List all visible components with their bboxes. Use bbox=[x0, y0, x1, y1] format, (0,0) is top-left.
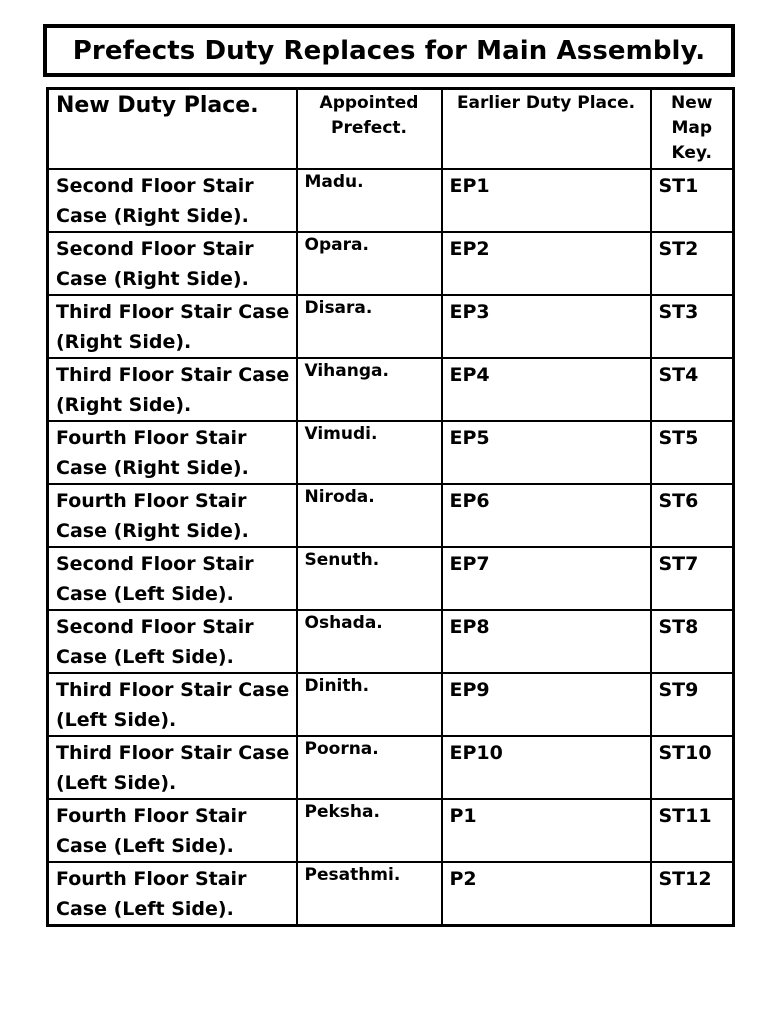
earlier-duty-place-cell-text: EP4 bbox=[449, 363, 490, 386]
earlier-duty-place-cell bbox=[442, 736, 651, 799]
header-new-duty-place bbox=[48, 89, 297, 169]
table-header-row bbox=[48, 89, 734, 169]
appointed-prefect-cell-text: Vihanga. bbox=[304, 360, 389, 381]
new-map-key-cell bbox=[651, 862, 734, 926]
new-map-key-cell bbox=[651, 232, 734, 295]
new-map-key-cell bbox=[651, 421, 734, 484]
new-duty-place-cell-text: Fourth Floor Stair Case (Right Side). bbox=[56, 426, 249, 479]
appointed-prefect-cell bbox=[297, 673, 442, 736]
new-duty-place-cell bbox=[48, 484, 297, 547]
earlier-duty-place-cell bbox=[442, 421, 651, 484]
new-duty-place-cell-text: Third Floor Stair Case (Right Side). bbox=[56, 300, 290, 353]
earlier-duty-place-cell bbox=[442, 358, 651, 421]
table-row bbox=[48, 484, 734, 547]
earlier-duty-place-cell bbox=[442, 547, 651, 610]
new-duty-place-cell bbox=[48, 358, 297, 421]
appointed-prefect-cell bbox=[297, 547, 442, 610]
table-row bbox=[48, 358, 734, 421]
new-map-key-cell bbox=[651, 547, 734, 610]
appointed-prefect-cell-text: Disara. bbox=[304, 297, 373, 318]
appointed-prefect-cell-text: Pesathmi. bbox=[304, 864, 401, 885]
new-duty-place-cell bbox=[48, 799, 297, 862]
earlier-duty-place-cell-text: EP10 bbox=[449, 741, 503, 764]
appointed-prefect-cell bbox=[297, 799, 442, 862]
table-row bbox=[48, 169, 734, 232]
new-duty-place-cell-text: Second Floor Stair Case (Right Side). bbox=[56, 237, 254, 290]
table-row bbox=[48, 862, 734, 926]
new-duty-place-cell bbox=[48, 547, 297, 610]
new-map-key-cell-text: ST12 bbox=[658, 867, 712, 890]
header-earlier-duty-place bbox=[442, 89, 651, 169]
appointed-prefect-cell-text: Madu. bbox=[304, 171, 364, 192]
new-map-key-cell bbox=[651, 736, 734, 799]
earlier-duty-place-cell-text: EP2 bbox=[449, 237, 490, 260]
appointed-prefect-cell bbox=[297, 295, 442, 358]
earlier-duty-place-cell-text: P1 bbox=[449, 804, 477, 827]
header-earlier-duty-place-label: Earlier Duty Place. bbox=[456, 93, 636, 113]
table-row bbox=[48, 232, 734, 295]
earlier-duty-place-cell-text: P2 bbox=[449, 867, 477, 890]
table-body bbox=[48, 169, 734, 926]
new-duty-place-cell-text: Second Floor Stair Case (Left Side). bbox=[56, 615, 254, 668]
new-duty-place-cell bbox=[48, 736, 297, 799]
earlier-duty-place-cell-text: EP7 bbox=[449, 552, 490, 575]
appointed-prefect-cell-text: Poorna. bbox=[304, 738, 379, 759]
new-duty-place-cell-text: Second Floor Stair Case (Right Side). bbox=[56, 174, 254, 227]
earlier-duty-place-cell bbox=[442, 862, 651, 926]
table-row bbox=[48, 799, 734, 862]
appointed-prefect-cell bbox=[297, 862, 442, 926]
duty-table bbox=[46, 87, 735, 927]
table-row bbox=[48, 547, 734, 610]
new-map-key-cell-text: ST11 bbox=[658, 804, 712, 827]
appointed-prefect-cell bbox=[297, 484, 442, 547]
new-map-key-cell bbox=[651, 673, 734, 736]
table-row bbox=[48, 736, 734, 799]
new-duty-place-cell bbox=[48, 421, 297, 484]
new-map-key-cell bbox=[651, 358, 734, 421]
earlier-duty-place-cell bbox=[442, 673, 651, 736]
earlier-duty-place-cell bbox=[442, 799, 651, 862]
new-duty-place-cell-text: Second Floor Stair Case (Left Side). bbox=[56, 552, 254, 605]
header-appointed-prefect bbox=[297, 89, 442, 169]
header-new-map-key-label: New Map Key. bbox=[671, 93, 713, 163]
appointed-prefect-cell bbox=[297, 736, 442, 799]
appointed-prefect-cell-text: Senuth. bbox=[304, 549, 380, 570]
new-map-key-cell bbox=[651, 799, 734, 862]
earlier-duty-place-cell bbox=[442, 484, 651, 547]
page-title: Prefects Duty Replaces for Main Assembly. bbox=[72, 35, 706, 66]
earlier-duty-place-cell bbox=[442, 610, 651, 673]
new-map-key-cell-text: ST9 bbox=[658, 678, 699, 701]
appointed-prefect-cell-text: Opara. bbox=[304, 234, 369, 255]
earlier-duty-place-cell bbox=[442, 169, 651, 232]
new-map-key-cell bbox=[651, 484, 734, 547]
table-row bbox=[48, 673, 734, 736]
appointed-prefect-cell-text: Niroda. bbox=[304, 486, 375, 507]
table-row bbox=[48, 421, 734, 484]
earlier-duty-place-cell-text: EP9 bbox=[449, 678, 490, 701]
new-duty-place-cell bbox=[48, 169, 297, 232]
appointed-prefect-cell-text: Oshada. bbox=[304, 612, 383, 633]
new-map-key-cell-text: ST8 bbox=[658, 615, 699, 638]
new-map-key-cell-text: ST10 bbox=[658, 741, 712, 764]
title-box bbox=[43, 24, 735, 77]
appointed-prefect-cell bbox=[297, 232, 442, 295]
new-map-key-cell bbox=[651, 169, 734, 232]
appointed-prefect-cell bbox=[297, 610, 442, 673]
new-map-key-cell-text: ST4 bbox=[658, 363, 699, 386]
header-appointed-prefect-label: Appointed Prefect. bbox=[319, 93, 419, 138]
new-map-key-cell bbox=[651, 295, 734, 358]
appointed-prefect-cell-text: Dinith. bbox=[304, 675, 370, 696]
new-map-key-cell-text: ST5 bbox=[658, 426, 699, 449]
earlier-duty-place-cell bbox=[442, 232, 651, 295]
new-duty-place-cell bbox=[48, 295, 297, 358]
earlier-duty-place-cell-text: EP6 bbox=[449, 489, 490, 512]
new-duty-place-cell-text: Third Floor Stair Case (Left Side). bbox=[56, 678, 290, 731]
new-map-key-cell bbox=[651, 610, 734, 673]
new-duty-place-cell-text: Fourth Floor Stair Case (Left Side). bbox=[56, 804, 247, 857]
table-row bbox=[48, 610, 734, 673]
new-duty-place-cell-text: Third Floor Stair Case (Right Side). bbox=[56, 363, 290, 416]
new-duty-place-cell-text: Third Floor Stair Case (Left Side). bbox=[56, 741, 290, 794]
earlier-duty-place-cell-text: EP8 bbox=[449, 615, 490, 638]
new-duty-place-cell-text: Fourth Floor Stair Case (Left Side). bbox=[56, 867, 247, 920]
new-duty-place-cell bbox=[48, 610, 297, 673]
header-new-map-key bbox=[651, 89, 734, 169]
appointed-prefect-cell-text: Peksha. bbox=[304, 801, 380, 822]
earlier-duty-place-cell-text: EP3 bbox=[449, 300, 490, 323]
appointed-prefect-cell-text: Vimudi. bbox=[304, 423, 378, 444]
new-duty-place-cell bbox=[48, 673, 297, 736]
earlier-duty-place-cell-text: EP5 bbox=[449, 426, 490, 449]
appointed-prefect-cell bbox=[297, 421, 442, 484]
new-map-key-cell-text: ST7 bbox=[658, 552, 699, 575]
appointed-prefect-cell bbox=[297, 169, 442, 232]
header-new-duty-place-label: New Duty Place. bbox=[56, 93, 259, 118]
earlier-duty-place-cell bbox=[442, 295, 651, 358]
new-map-key-cell-text: ST1 bbox=[658, 174, 699, 197]
new-map-key-cell-text: ST2 bbox=[658, 237, 699, 260]
appointed-prefect-cell bbox=[297, 358, 442, 421]
new-map-key-cell-text: ST6 bbox=[658, 489, 699, 512]
table-row bbox=[48, 295, 734, 358]
new-duty-place-cell-text: Fourth Floor Stair Case (Right Side). bbox=[56, 489, 249, 542]
new-duty-place-cell bbox=[48, 862, 297, 926]
new-duty-place-cell bbox=[48, 232, 297, 295]
new-map-key-cell-text: ST3 bbox=[658, 300, 699, 323]
earlier-duty-place-cell-text: EP1 bbox=[449, 174, 490, 197]
